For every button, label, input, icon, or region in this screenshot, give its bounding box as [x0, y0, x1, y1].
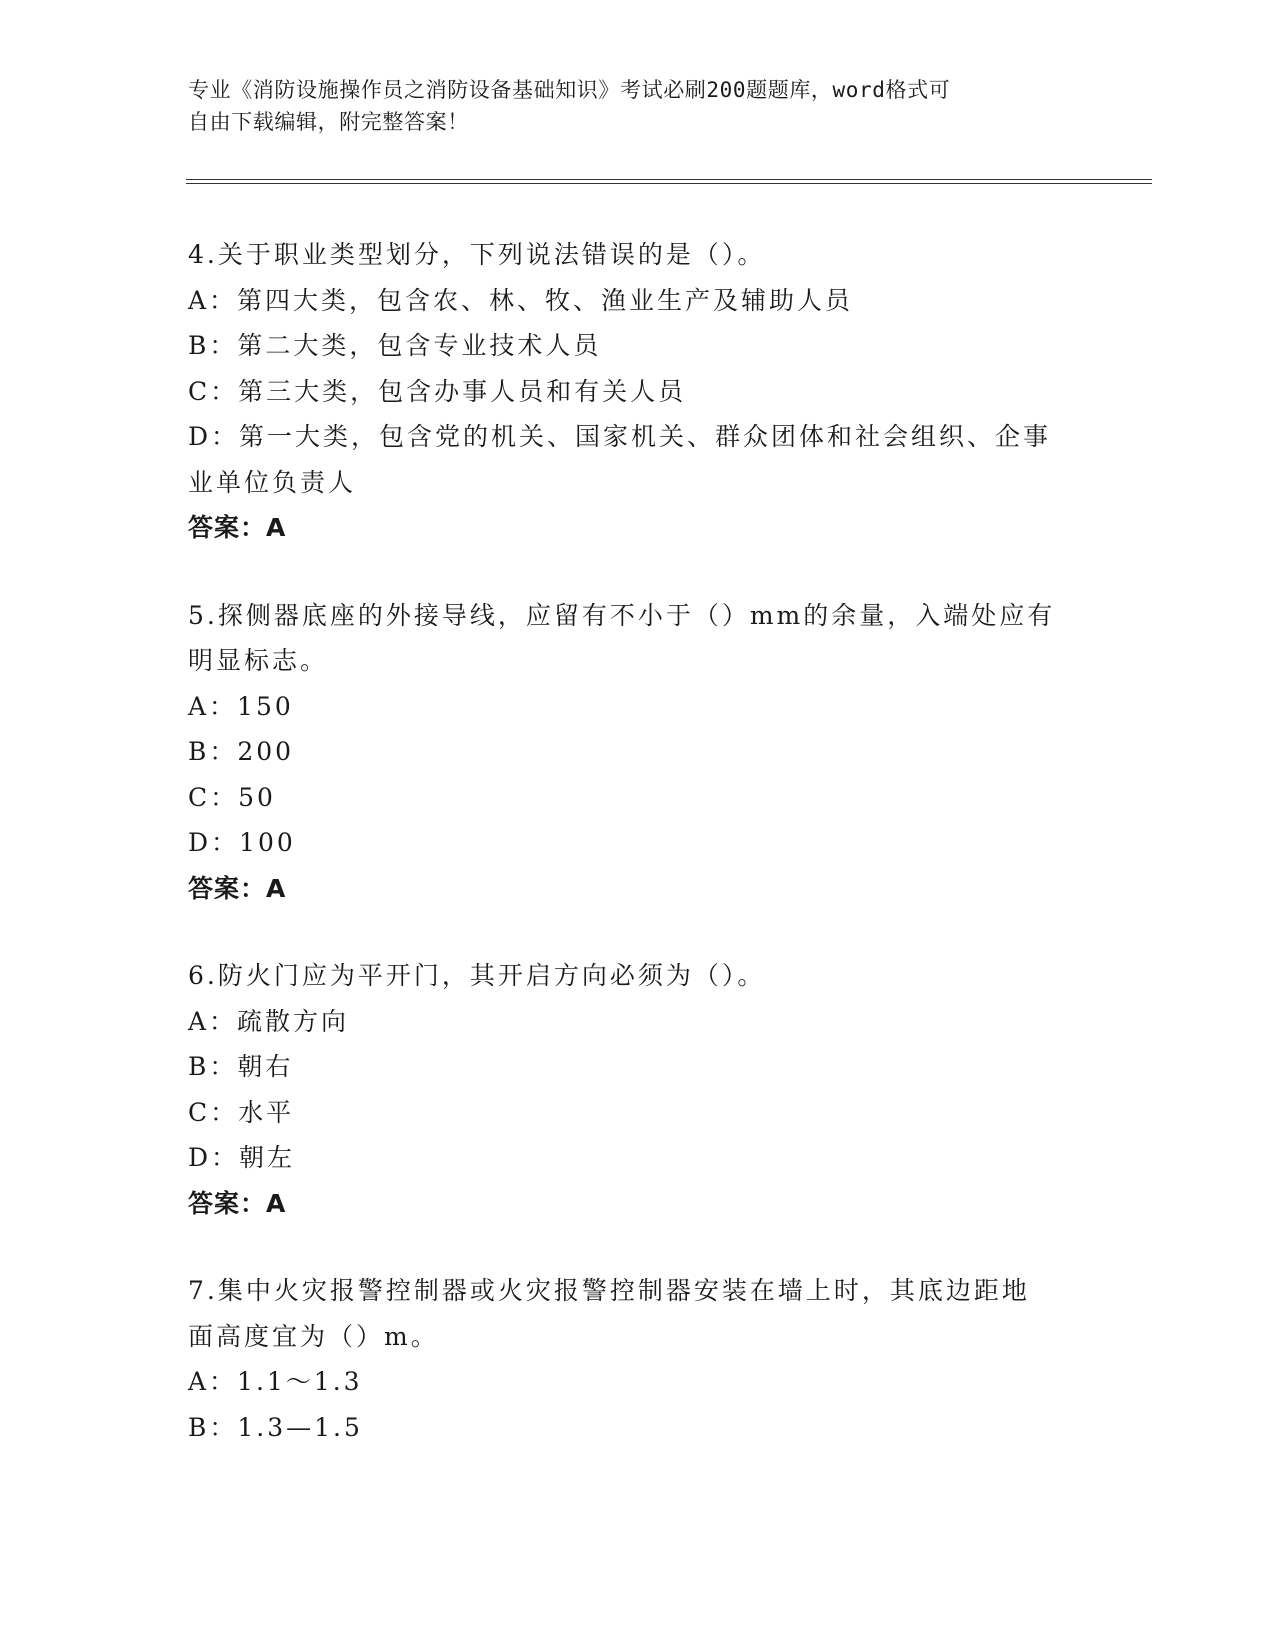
- question-6: [188, 953, 1078, 1226]
- header-line-2: 自由下载编辑，附完整答案！: [188, 110, 469, 134]
- header-divider-bottom: [186, 183, 1152, 184]
- question-text: 6.防火门应为平开门，其开启方向必须为（）。: [188, 961, 766, 990]
- question-text: 5.探侧器底座的外接导线，应留有不小于（）mm的余量，入端处应有: [188, 600, 1056, 630]
- option-c: C：第三大类，包含办事人员和有关人员: [188, 376, 687, 406]
- option-b: B：1.3—1.5: [188, 1412, 363, 1442]
- option-d: D：第一大类，包含党的机关、国家机关、群众团体和社会组织、企事: [188, 422, 1052, 451]
- option-b: B：200: [188, 737, 295, 766]
- question-text-continued: 明显标志。: [188, 646, 329, 675]
- option-d-continued: 业单位负责人: [188, 467, 357, 497]
- option-a: A：疏散方向: [188, 1006, 350, 1036]
- option-a: A：1.1～1.3: [188, 1367, 363, 1396]
- question-text: 7.集中火灾报警控制器或火灾报警控制器安装在墙上时，其底边距地: [188, 1276, 1030, 1305]
- option-b: B：朝右: [188, 1052, 294, 1081]
- document-header: [188, 74, 1068, 138]
- option-b: B：第二大类，包含专业技术人员: [188, 331, 602, 360]
- question-5: [188, 593, 1078, 912]
- question-text: 4.关于职业类型划分，下列说法错误的是（）。: [188, 240, 766, 269]
- option-d: D：100: [188, 828, 296, 857]
- question-7: [188, 1268, 1078, 1450]
- answer-label: 答案：A: [188, 513, 287, 542]
- option-c: C：50: [188, 782, 276, 812]
- question-list: [188, 232, 1078, 1492]
- option-c: C：水平: [188, 1097, 295, 1127]
- header-divider-top: [186, 179, 1152, 180]
- question-text-continued: 面高度宜为（）m。: [188, 1321, 439, 1351]
- answer-label: 答案：A: [188, 1188, 287, 1218]
- header-line-1: 专业《消防设施操作员之消防设备基础知识》考试必刷200题题库，word格式可: [188, 78, 951, 102]
- option-a: A：150: [188, 691, 294, 721]
- option-d: D：朝左: [188, 1143, 296, 1172]
- question-4: [188, 232, 1078, 551]
- answer-label: 答案：A: [188, 873, 287, 903]
- option-a: A：第四大类，包含农、林、牧、渔业生产及辅助人员: [188, 285, 854, 315]
